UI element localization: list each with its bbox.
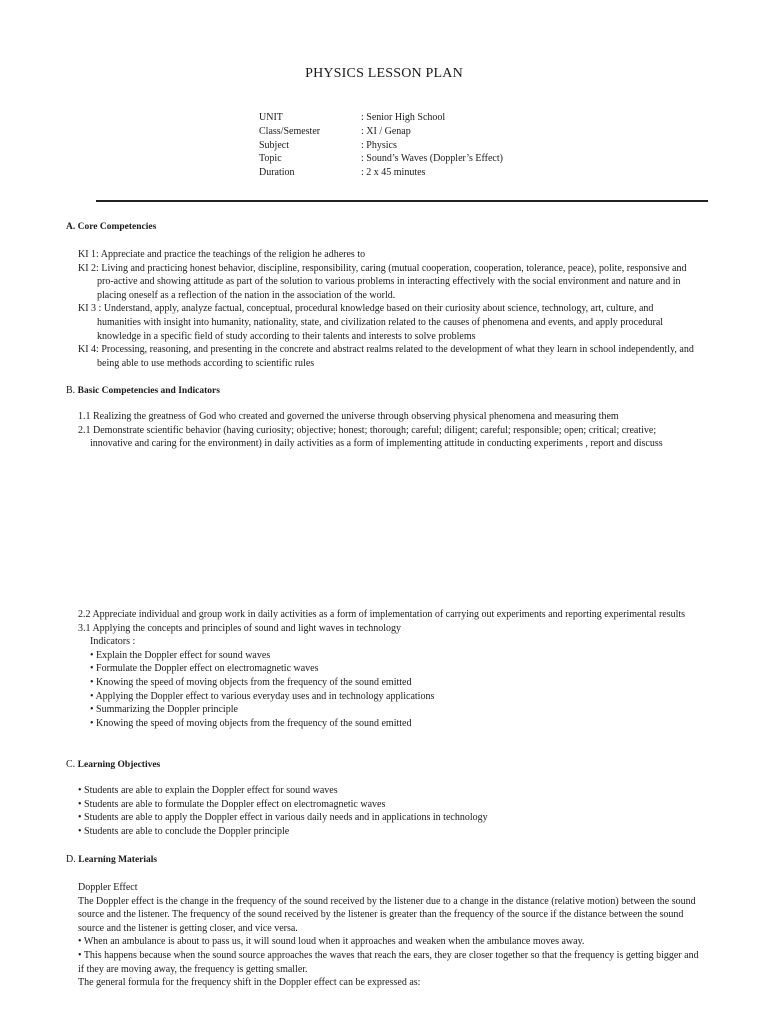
learning-objectives-list	[78, 784, 696, 838]
objective-item: • Students are able to conclude the Doppler principle	[78, 825, 290, 837]
materials-bullet-1: • When an ambulance is about to pass us, it will sound loud when it approaches and weaken when the ambulance moves away.	[78, 936, 585, 948]
info-row-topic	[259, 152, 503, 166]
info-value: : Physics	[361, 139, 397, 151]
indicator-item: • Knowing the speed of moving objects from the frequency of the sound emitted	[90, 717, 412, 729]
materials-bullet-2: • This happens because when the sound source approaches the waves that reach the ears, they are closer together so that the frequency is getting bigger and if they are moving away, the frequency is getting smaller.	[78, 949, 699, 975]
page-title: PHYSICS LESSON PLAN	[305, 66, 463, 81]
learning-materials-body	[78, 881, 704, 990]
basic-competencies-top	[78, 410, 696, 451]
competency-3-1: 3.1 Applying the concepts and principles of sound and light waves in technology	[78, 622, 401, 634]
info-label: UNIT	[259, 112, 283, 123]
objective-item: • Students are able to formulate the Doppler effect on electromagnetic waves	[78, 798, 386, 810]
info-row-duration	[259, 166, 503, 180]
section-d-heading	[66, 853, 157, 868]
info-value: : XI / Genap	[361, 125, 411, 137]
info-label: Subject	[259, 139, 289, 151]
section-c-heading	[66, 758, 160, 773]
section-c-letter: C.	[66, 759, 76, 770]
lesson-info-table	[259, 111, 503, 180]
indicator-item: • Applying the Doppler effect to various everyday uses and in technology applications	[90, 690, 435, 702]
indicator-item: • Summarizing the Doppler principle	[90, 704, 238, 716]
competency-1-1: 1.1 Realizing the greatness of God who created and governed the universe through observing physical phenomena and measuring them	[78, 411, 619, 422]
header-divider	[96, 200, 708, 202]
info-value: : Senior High School	[361, 112, 446, 123]
section-a-heading: A. Core Competencies	[66, 222, 157, 232]
objective-item: • Students are able to apply the Doppler effect in various daily needs and in applications in technology	[78, 812, 488, 824]
info-value: : Sound’s Waves (Doppler’s Effect)	[361, 153, 503, 165]
indicators-block	[78, 635, 696, 730]
ki-1: KI 1: Appreciate and practice the teachings of the religion he adheres to	[78, 249, 366, 260]
materials-subheading: Doppler Effect	[78, 882, 138, 893]
info-label: Duration	[259, 167, 295, 179]
section-b-letter: B.	[66, 385, 76, 396]
materials-paragraph-1: The Doppler effect is the change in the frequency of the sound received by the listener due to a change in the distance (relative motion) between the sound source and the listener. The frequency of the sound received by the listener is greater than the frequency of the source if the distance between the sound source and the listener is getting closer, and vice versa.	[78, 895, 696, 934]
section-d-letter: D.	[66, 854, 76, 865]
info-row-subject	[259, 139, 503, 153]
core-competencies-list	[78, 248, 698, 370]
indicator-item: • Explain the Doppler effect for sound waves	[90, 649, 271, 661]
competency-2-2: 2.2 Appreciate individual and group work in daily activities as a form of implementation of carrying out experiments and reporting experimental results	[78, 609, 686, 620]
ki-2: KI 2: Living and practicing honest behavior, discipline, responsibility, caring (mutual cooperation, cooperation, tolerance, peace), polite, responsive and pro-active and showing attitude as part of the solution to various problems in interacting effectively with the social environment and nature and in placing oneself as a reflection of the nation in the association of the world.	[78, 262, 687, 301]
section-c-title: Learning Objectives	[77, 760, 161, 770]
info-row-unit	[259, 111, 503, 125]
basic-competencies-bottom	[78, 608, 696, 730]
info-value: : 2 x 45 minutes	[361, 167, 426, 179]
section-d-title: Learning Materials	[78, 855, 158, 865]
info-label: Class/Semester	[259, 125, 321, 137]
indicators-label: Indicators :	[90, 636, 136, 648]
section-b-title: Basic Competencies and Indicators	[77, 386, 220, 396]
section-b-heading	[66, 384, 220, 399]
objective-item: • Students are able to explain the Doppler effect for sound waves	[78, 785, 338, 796]
materials-paragraph-2: The general formula for the frequency shift in the Doppler effect can be expressed as:	[78, 977, 421, 989]
info-label: Topic	[259, 153, 282, 165]
indicator-item: • Knowing the speed of moving objects from the frequency of the sound emitted	[90, 676, 412, 688]
competency-2-1: 2.1 Demonstrate scientific behavior (having curiosity; objective; honest; thorough; careful; diligent; careful; responsible; open; critical; creative; innovative and caring for the environment) in daily activities as a form of implementing attitude in conducting experiments , report and discuss	[78, 424, 663, 450]
info-row-class	[259, 125, 503, 139]
ki-3: KI 3 : Understand, apply, analyze factual, conceptual, procedural knowledge based on their curiosity about science, technology, art, culture, and humanities with insight into humanity, nationality, state, and civilization related to the causes of phenomena and events, and apply procedural knowledge in a specific field of study according to their talents and interests to solve problems	[78, 303, 664, 342]
indicator-item: • Formulate the Doppler effect on electromagnetic waves	[90, 663, 319, 675]
ki-4: KI 4: Processing, reasoning, and presenting in the concrete and abstract realms related to the development of what they learn in school independently, and being able to use methods according to scientific rules	[78, 344, 694, 369]
